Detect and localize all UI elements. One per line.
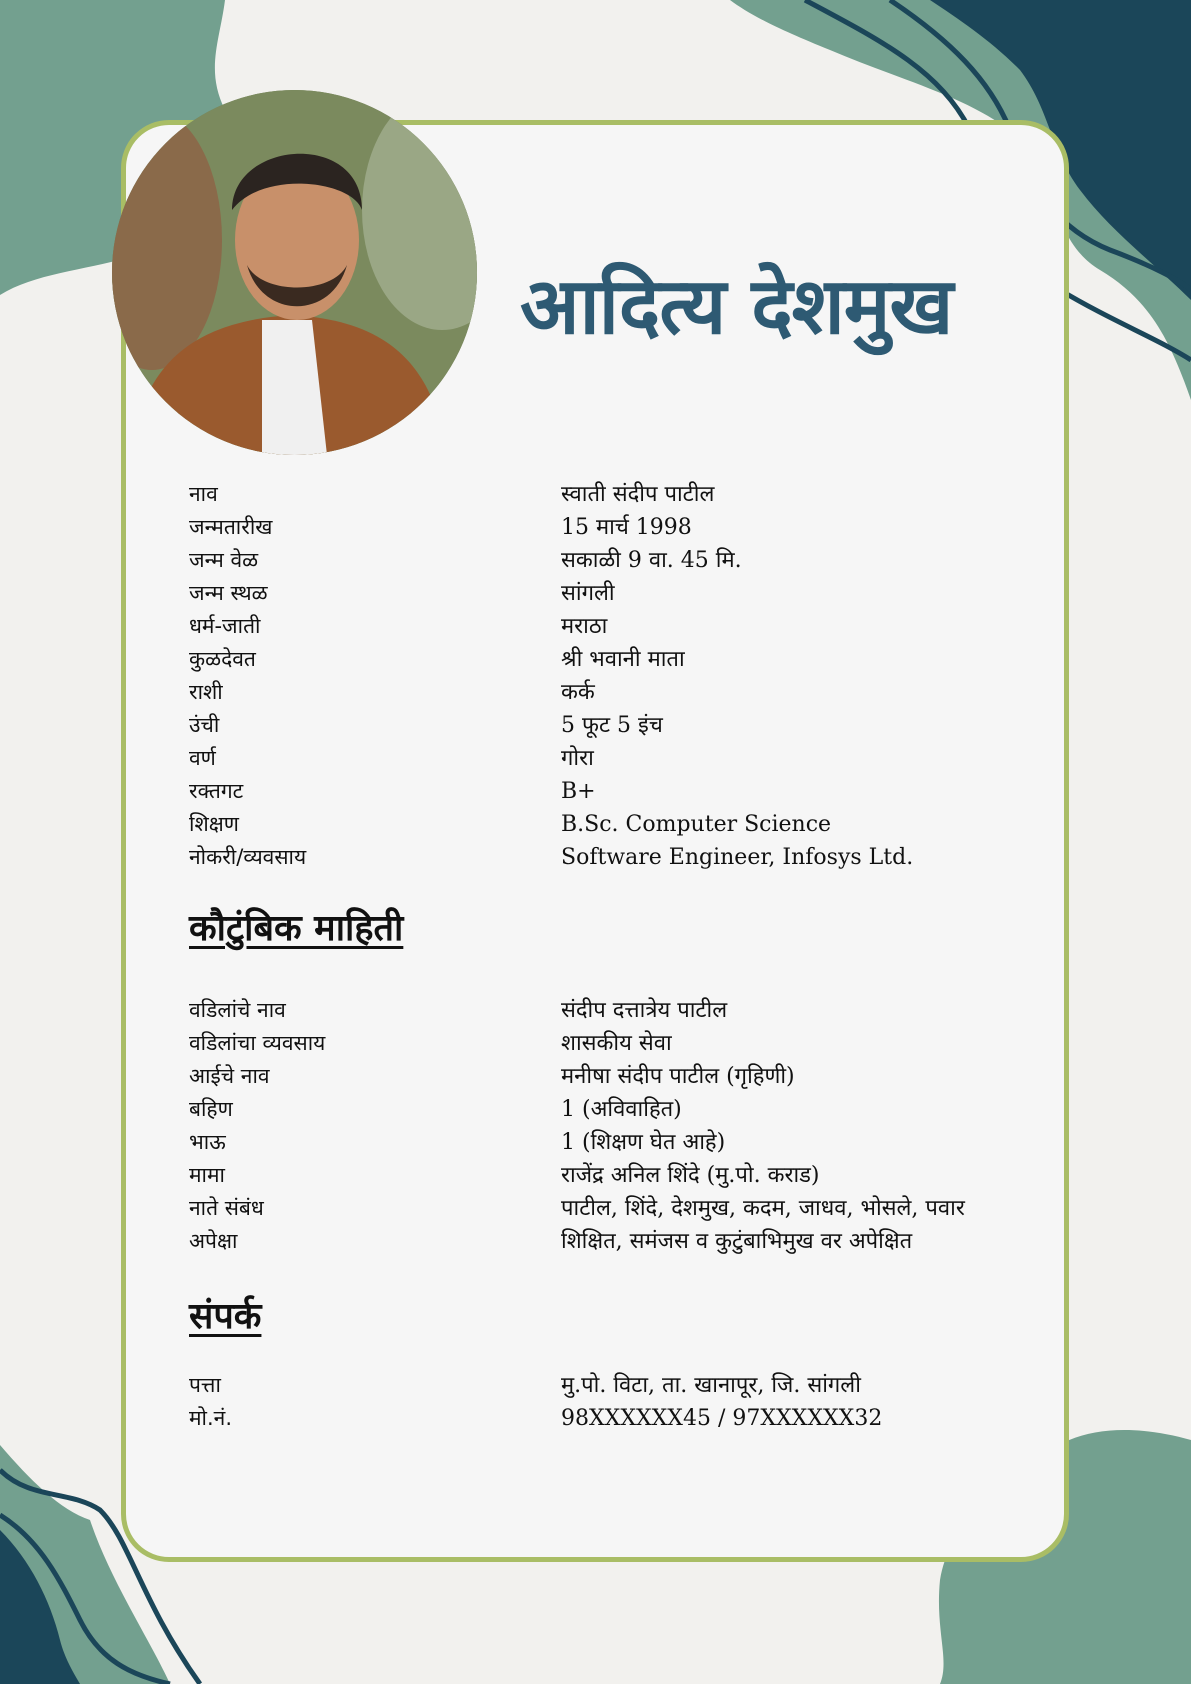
profile-photo — [112, 90, 477, 455]
detail-label: रक्तगट — [189, 779, 244, 803]
personal-details — [189, 478, 1009, 874]
detail-row — [189, 709, 1009, 742]
detail-value: Software Engineer, Infosys Ltd. — [561, 845, 914, 870]
detail-row — [189, 1159, 1009, 1192]
detail-label: जन्म स्थळ — [189, 581, 268, 605]
detail-label: आईचे नाव — [189, 1064, 270, 1088]
detail-value: कर्क — [561, 680, 595, 705]
family-heading: कौटुंबिक माहिती — [189, 908, 404, 949]
page-title: आदित्य देशमुख — [520, 262, 953, 352]
detail-label: कुळदेवत — [189, 647, 256, 671]
detail-value: 5 फूट 5 इंच — [561, 713, 663, 738]
detail-row — [189, 676, 1009, 709]
detail-label: पत्ता — [189, 1373, 221, 1397]
detail-row — [189, 577, 1009, 610]
detail-value: मनीषा संदीप पाटील (गृहिणी) — [561, 1064, 795, 1089]
detail-value: शिक्षित, समंजस व कुटुंबाभिमुख वर अपेक्षित — [561, 1229, 913, 1254]
detail-row — [189, 808, 1009, 841]
detail-row — [189, 610, 1009, 643]
detail-label: बहिण — [189, 1097, 233, 1121]
detail-row — [189, 1027, 1009, 1060]
detail-label: मो.नं. — [189, 1406, 233, 1430]
detail-label: नोकरी/व्यवसाय — [189, 845, 307, 869]
detail-row — [189, 1126, 1009, 1159]
detail-label: धर्म-जाती — [189, 614, 261, 638]
address-value: मु.पो. विटा, ता. खानापूर, जि. सांगली — [561, 1373, 861, 1398]
detail-value: संदीप दत्तात्रेय पाटील — [561, 998, 728, 1023]
detail-row — [189, 1060, 1009, 1093]
detail-label: उंची — [189, 713, 220, 737]
detail-value: B+ — [561, 779, 596, 804]
detail-label: वर्ण — [189, 746, 216, 770]
detail-label: जन्म वेळ — [189, 548, 259, 572]
detail-value: 1 (शिक्षण घेत आहे) — [561, 1130, 726, 1155]
detail-value: सकाळी 9 वा. 45 मि. — [561, 548, 742, 573]
detail-label: वडिलांचे नाव — [189, 998, 286, 1022]
detail-row — [189, 1093, 1009, 1126]
detail-value: मराठा — [561, 614, 608, 639]
detail-row — [189, 478, 1009, 511]
detail-value: B.Sc. Computer Science — [561, 812, 832, 837]
family-details — [189, 994, 1009, 1258]
detail-row — [189, 643, 1009, 676]
detail-row — [189, 1192, 1009, 1225]
detail-value: सांगली — [561, 581, 615, 606]
detail-row — [189, 544, 1009, 577]
detail-value: स्वाती संदीप पाटील — [561, 482, 715, 507]
detail-label: शिक्षण — [189, 812, 239, 836]
detail-value: 1 (अविवाहित) — [561, 1097, 682, 1122]
detail-value: गोरा — [561, 746, 594, 771]
detail-row — [189, 994, 1009, 1027]
detail-row — [189, 1225, 1009, 1258]
detail-label: भाऊ — [189, 1130, 226, 1154]
detail-label: राशी — [189, 680, 223, 704]
detail-label: अपेक्षा — [189, 1229, 238, 1253]
phone-value: 98XXXXXX45 / 97XXXXXX32 — [561, 1406, 883, 1431]
detail-label: नाव — [189, 482, 218, 506]
contact-details — [189, 1369, 1009, 1435]
detail-row — [189, 841, 1009, 874]
detail-row — [189, 1402, 1009, 1435]
detail-label: नाते संबंध — [189, 1196, 264, 1220]
detail-row — [189, 511, 1009, 544]
detail-label: जन्मतारीख — [189, 515, 273, 539]
detail-value: 15 मार्च 1998 — [561, 515, 692, 540]
detail-label: वडिलांचा व्यवसाय — [189, 1031, 326, 1055]
detail-row — [189, 1369, 1009, 1402]
detail-label: मामा — [189, 1163, 225, 1187]
detail-value: राजेंद्र अनिल शिंदे (मु.पो. कराड) — [561, 1163, 820, 1188]
contact-heading: संपर्क — [189, 1296, 262, 1337]
detail-row — [189, 742, 1009, 775]
detail-value: श्री भवानी माता — [561, 647, 685, 672]
detail-value: शासकीय सेवा — [561, 1031, 672, 1056]
detail-value: पाटील, शिंदे, देशमुख, कदम, जाधव, भोसले, पवार — [561, 1196, 965, 1221]
detail-row — [189, 775, 1009, 808]
